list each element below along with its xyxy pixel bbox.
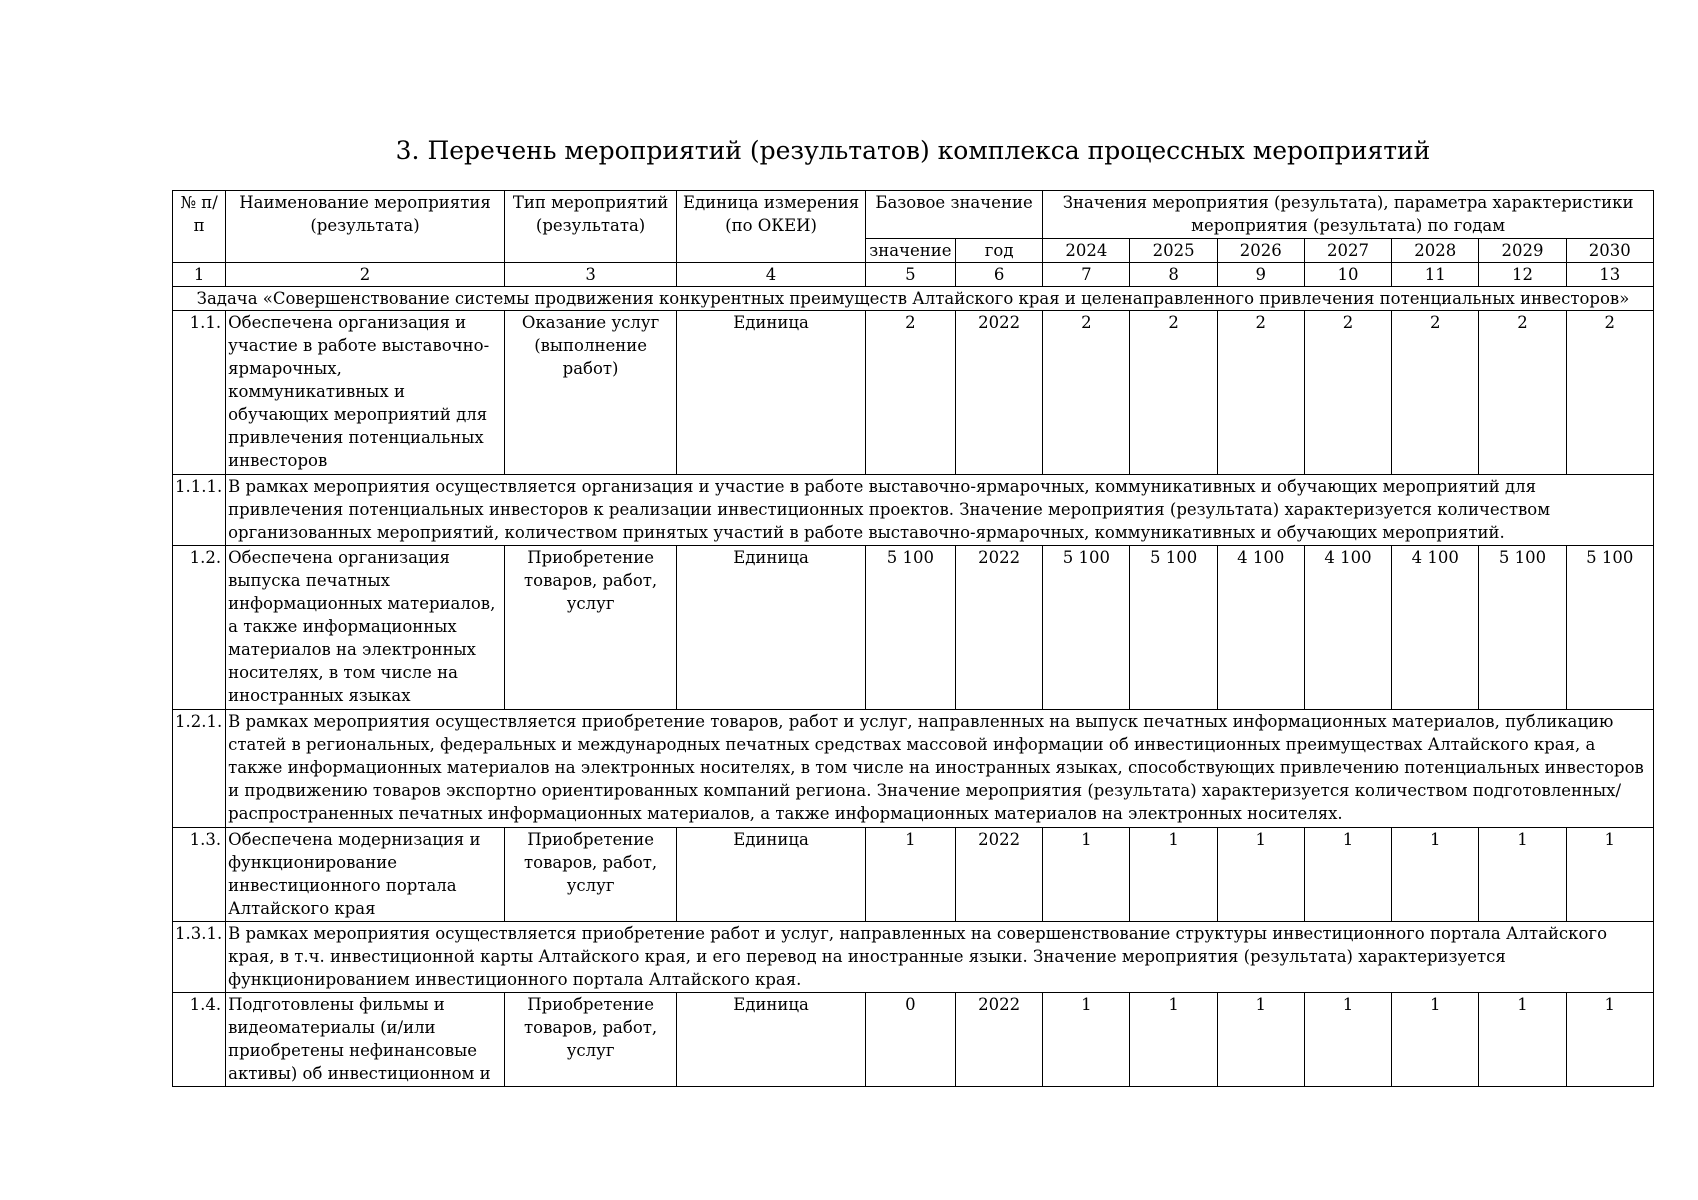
column-number: 11 — [1392, 263, 1479, 287]
row-value-2026: 4 100 — [1217, 546, 1304, 710]
header-year-2024: 2024 — [1043, 239, 1130, 263]
column-number: 1 — [173, 263, 226, 287]
header-base-year: год — [956, 239, 1043, 263]
description-row — [173, 475, 1654, 546]
row-base-year: 2022 — [956, 993, 1043, 1087]
row-value-2024: 1 — [1043, 828, 1130, 922]
row-value-2024: 5 100 — [1043, 546, 1130, 710]
description-row — [173, 710, 1654, 828]
row-unit: Единица — [677, 311, 865, 475]
row-value-2027: 4 100 — [1304, 546, 1391, 710]
table-row — [173, 993, 1654, 1087]
row-num: 1.1. — [173, 311, 226, 475]
description-num: 1.3.1. — [173, 922, 226, 993]
description-text: В рамках мероприятия осуществляется приобретение товаров, работ и услуг, направленных на выпуск печатных информационных материалов, публикацию статей в региональных, федеральных и международных печатных средствах массовой информации об инвестиционных преимуществах Алтайского края, а также информационных материалов на электронных носителях, в том числе на иностранных языках, способствующих привлечению потенциальных инвесторов и продвижению товаров экспортно ориентированных компаний региона. Значение мероприятия (результата) характеризуется количеством подготовленных/распространенных печатных информационных материалов, а также информационных материалов на электронных носителях. — [226, 710, 1654, 828]
row-value-2027: 2 — [1304, 311, 1391, 475]
row-unit: Единица — [677, 546, 865, 710]
row-name: Обеспечена организация выпуска печатных информационных материалов, а также информационных материалов на электронных носителях, в том числе на иностранных языках — [226, 546, 505, 710]
column-number-row — [173, 263, 1654, 287]
description-row — [173, 922, 1654, 993]
row-base-value: 5 100 — [865, 546, 955, 710]
row-value-2030: 1 — [1566, 993, 1653, 1087]
header-type: Тип мероприятий (результата) — [504, 191, 676, 263]
row-value-2024: 2 — [1043, 311, 1130, 475]
header-year-2029: 2029 — [1479, 239, 1566, 263]
row-base-year: 2022 — [956, 311, 1043, 475]
row-name: Обеспечена модернизация и функционирование инвестиционного портала Алтайского края — [226, 828, 505, 922]
column-number: 7 — [1043, 263, 1130, 287]
header-unit: Единица измерения (по ОКЕИ) — [677, 191, 865, 263]
column-number: 5 — [865, 263, 955, 287]
row-value-2024: 1 — [1043, 993, 1130, 1087]
description-text: В рамках мероприятия осуществляется организация и участие в работе выставочно-ярмарочных, коммуникативных и обучающих мероприятий для привлечения потенциальных инвесторов к реализации инвестиционных проектов. Значение мероприятия (результата) характеризуется количеством организованных мероприятий, количеством принятых участий в работе выставочно-ярмарочных, коммуникативных и обучающих мероприятий. — [226, 475, 1654, 546]
row-value-2028: 1 — [1392, 993, 1479, 1087]
table-row — [173, 546, 1654, 710]
row-value-2030: 2 — [1566, 311, 1653, 475]
row-value-2025: 1 — [1130, 993, 1217, 1087]
row-value-2030: 5 100 — [1566, 546, 1653, 710]
row-base-value: 0 — [865, 993, 955, 1087]
header-values: Значения мероприятия (результата), параметра характеристики мероприятия (результата) по годам — [1043, 191, 1654, 239]
page-title: 3. Перечень мероприятий (результатов) комплекса процессных мероприятий — [395, 136, 1431, 165]
header-year-2026: 2026 — [1217, 239, 1304, 263]
row-unit: Единица — [677, 828, 865, 922]
row-type: Приобретение товаров, работ, услуг — [504, 546, 676, 710]
row-value-2025: 1 — [1130, 828, 1217, 922]
row-type: Оказание услуг (выполнение работ) — [504, 311, 676, 475]
header-base-value: значение — [865, 239, 955, 263]
column-number: 10 — [1304, 263, 1391, 287]
row-type: Приобретение товаров, работ, услуг — [504, 828, 676, 922]
column-number: 3 — [504, 263, 676, 287]
row-base-value: 1 — [865, 828, 955, 922]
row-base-year: 2022 — [956, 546, 1043, 710]
row-type: Приобретение товаров, работ, услуг — [504, 993, 676, 1087]
table-row — [173, 828, 1654, 922]
row-unit: Единица — [677, 993, 865, 1087]
row-value-2025: 2 — [1130, 311, 1217, 475]
column-number: 6 — [956, 263, 1043, 287]
description-text: В рамках мероприятия осуществляется приобретение работ и услуг, направленных на совершенствование структуры инвестиционного портала Алтайского края, в т.ч. инвестиционной карты Алтайского края, и его перевод на иностранные языки. Значение мероприятия (результата) характеризуется функционированием инвестиционного портала Алтайского края. — [226, 922, 1654, 993]
row-value-2026: 1 — [1217, 993, 1304, 1087]
row-value-2029: 5 100 — [1479, 546, 1566, 710]
column-number: 13 — [1566, 263, 1653, 287]
row-value-2025: 5 100 — [1130, 546, 1217, 710]
row-value-2026: 2 — [1217, 311, 1304, 475]
row-name: Обеспечена организация и участие в работе выставочно-ярмарочных, коммуникативных и обучающих мероприятий для привлечения потенциальных инвесторов — [226, 311, 505, 475]
row-base-year: 2022 — [956, 828, 1043, 922]
row-value-2028: 4 100 — [1392, 546, 1479, 710]
row-value-2026: 1 — [1217, 828, 1304, 922]
row-value-2029: 1 — [1479, 993, 1566, 1087]
description-num: 1.1.1. — [173, 475, 226, 546]
row-value-2030: 1 — [1566, 828, 1653, 922]
row-name: Подготовлены фильмы и видеоматериалы (и/или приобретены нефинансовые активы) об инвестиционном и — [226, 993, 505, 1087]
column-number: 8 — [1130, 263, 1217, 287]
header-row-1 — [173, 191, 1654, 239]
task-title: Задача «Совершенствование системы продвижения конкурентных преимуществ Алтайского края и целенаправленного привлечения потенциальных инвесторов» — [173, 287, 1654, 311]
header-base: Базовое значение — [865, 191, 1042, 239]
row-value-2029: 2 — [1479, 311, 1566, 475]
description-num: 1.2.1. — [173, 710, 226, 828]
column-number: 2 — [226, 263, 505, 287]
header-name: Наименование мероприятия (результата) — [226, 191, 505, 263]
row-value-2027: 1 — [1304, 993, 1391, 1087]
column-number: 9 — [1217, 263, 1304, 287]
column-number: 12 — [1479, 263, 1566, 287]
row-base-value: 2 — [865, 311, 955, 475]
row-value-2028: 1 — [1392, 828, 1479, 922]
row-num: 1.4. — [173, 993, 226, 1087]
task-row — [173, 287, 1654, 311]
row-num: 1.2. — [173, 546, 226, 710]
header-year-2025: 2025 — [1130, 239, 1217, 263]
row-value-2029: 1 — [1479, 828, 1566, 922]
header-num: № п/п — [173, 191, 226, 263]
header-year-2027: 2027 — [1304, 239, 1391, 263]
table-row — [173, 311, 1654, 475]
row-num: 1.3. — [173, 828, 226, 922]
row-value-2028: 2 — [1392, 311, 1479, 475]
header-year-2028: 2028 — [1392, 239, 1479, 263]
header-year-2030: 2030 — [1566, 239, 1653, 263]
column-number: 4 — [677, 263, 865, 287]
row-value-2027: 1 — [1304, 828, 1391, 922]
activities-table — [172, 190, 1654, 1087]
